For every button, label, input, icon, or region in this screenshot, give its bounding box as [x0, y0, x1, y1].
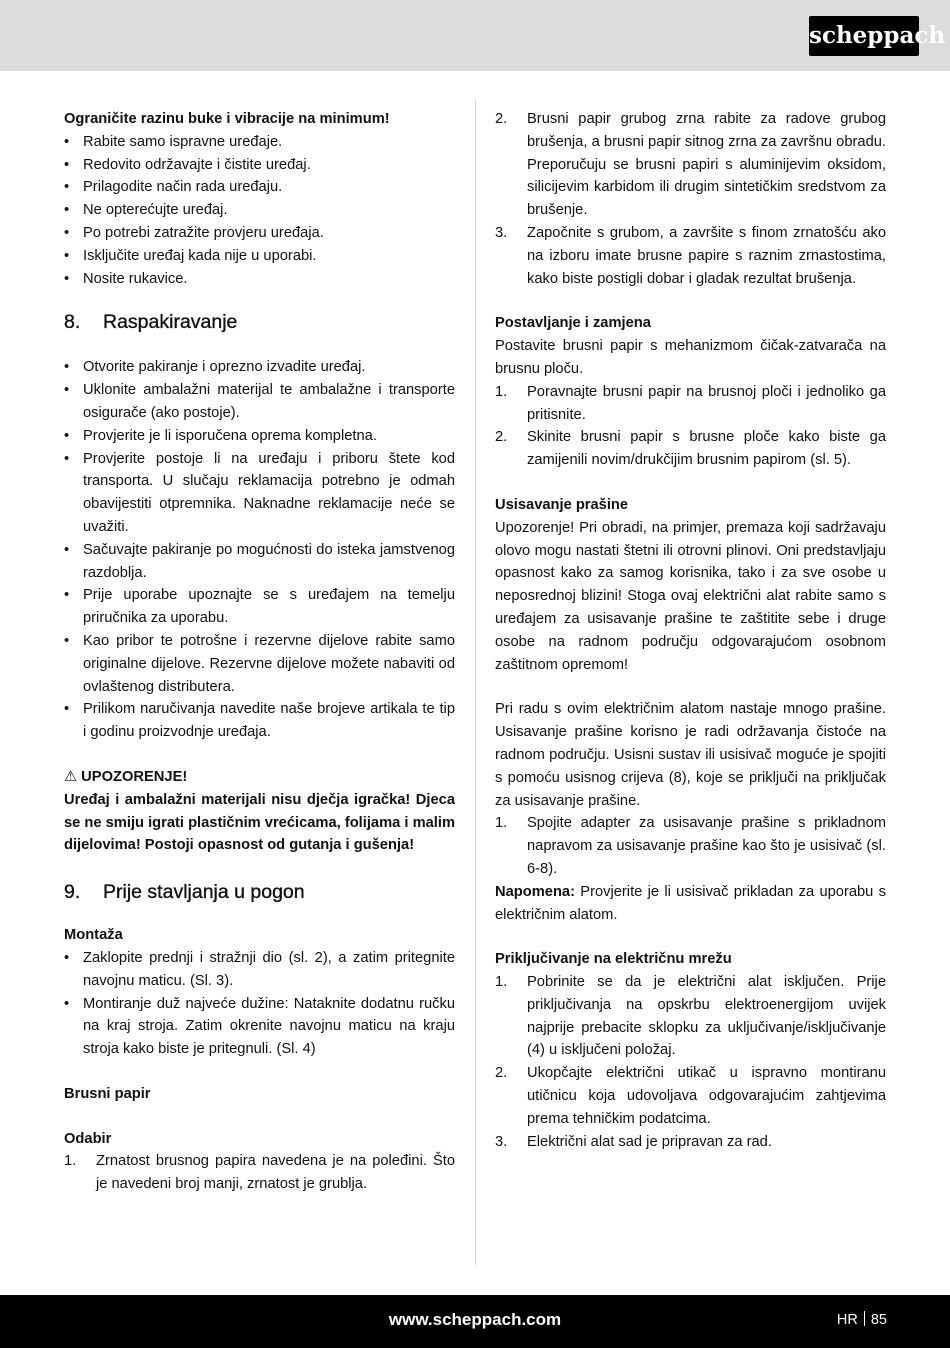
- item-text: Ukopčajte električni utikač u ispravno montiranu utičnicu koja udovoljava odgovarajućim zahtjevima prema tehničkim podatcima.: [527, 1065, 886, 1127]
- section-number: 8.: [64, 311, 81, 334]
- montaza-list: [64, 947, 455, 1061]
- napomena-note: [495, 881, 886, 927]
- page-indicator: [837, 1311, 887, 1328]
- section-number: 9.: [64, 881, 81, 904]
- brusni-papir-title: Brusni papir: [64, 1085, 151, 1102]
- page-number: 85: [870, 1312, 887, 1328]
- warning-text: Uređaj i ambalažni materijali nisu dječja igračka! Djeca se ne smiju igrati plastičnim vrećicama, folijama i malim dijelovima! Postoji opasnost od gutanja i gušenja!: [64, 791, 456, 854]
- napomena-text: Provjerite je li usisivač prikladan za uporabu s električnim alatom.: [495, 883, 886, 923]
- item-text: Započnite s grubom, a završite s finom zrnatošću ako na izboru imate brusne papire s raznim zrnastostima, kako biste postigli dobar i gladak rezultat brušenja.: [527, 224, 886, 287]
- item-number: 3.: [495, 1133, 508, 1150]
- section-title-text: Prije stavljanja u pogon: [103, 881, 305, 904]
- noise-list: [64, 131, 455, 291]
- section-8-heading: [64, 309, 455, 335]
- list-item: [495, 381, 886, 427]
- list-item: • Zaklopite prednji i stražnji dio (sl. 2), a zatim pritegnite navojnu maticu. (Sl. 3).: [64, 947, 455, 993]
- odabir-list-continued: [495, 108, 886, 290]
- website-link[interactable]: www.scheppach.com: [388, 1310, 562, 1329]
- list-item: [495, 971, 886, 1062]
- list-item: • Uklonite ambalažni materijal te ambalažne i transporte osigurače (ako postoje).: [64, 379, 455, 425]
- list-item: [495, 222, 886, 290]
- item-number: 1.: [64, 1153, 77, 1170]
- item-text: Brusni papir grubog zrna rabite za radove grubog brušenja, a brusni papir sitnog zrna za završnu obradu. Preporučuju se brusni papiri s aluminijevim oksidom, silicijevim karbidom ili drugim sintetičkim sredstvom za brušenje.: [527, 111, 886, 219]
- noise-title: Ograničite razinu buke i vibracije na minimum!: [64, 111, 390, 127]
- column-divider: [475, 100, 476, 1265]
- napomena-label: Napomena:: [495, 883, 575, 900]
- list-item: • Redovito održavajte i čistite uređaj.: [64, 154, 455, 177]
- usisavanje-paragraph-2: Pri radu s ovim električnim alatom nastaje mnogo prašine. Usisavanje prašine korisno je radi održavanja čistoće na radnom području. Usisni sustav ili usisivač moguće je spojiti s pomoću usisnog crijeva (8), koje se priključi na priključak za usisavanje prašine.: [495, 701, 886, 809]
- odabir-list: [64, 1150, 455, 1196]
- list-item: [495, 812, 886, 880]
- item-number: 1.: [495, 815, 508, 832]
- item-number: 1.: [495, 383, 508, 400]
- list-item: • Nosite rukavice.: [64, 268, 455, 291]
- item-number: 3.: [495, 224, 508, 241]
- item-number: 2.: [495, 1065, 508, 1082]
- usisavanje-title: Usisavanje prašine: [495, 496, 629, 513]
- language-code: HR: [836, 1312, 858, 1328]
- list-item: • Prije uporabe upoznajte se s uređajem na temelju priručnika za uporabu.: [64, 584, 455, 630]
- warning-heading: [64, 766, 455, 789]
- list-item: [64, 1150, 455, 1196]
- list-item: [495, 1062, 886, 1130]
- right-column: [495, 108, 886, 1153]
- list-item: • Provjerite je li isporučena oprema kompletna.: [64, 425, 455, 448]
- separator: [864, 1311, 865, 1326]
- list-item: • Otvorite pakiranje i oprezno izvadite uređaj.: [64, 356, 455, 379]
- item-text: Skinite brusni papir s brusne ploče kako biste ga zamijenili novim/drukčijim brusnim papirom (sl. 5).: [527, 429, 886, 469]
- warning-title: UPOZORENJE!: [81, 768, 188, 785]
- item-number: 2.: [495, 111, 508, 127]
- montaza-title: Montaža: [64, 927, 123, 944]
- list-item: [495, 108, 886, 222]
- left-column: [64, 108, 455, 1196]
- odabir-title: Odabir: [64, 1130, 112, 1147]
- item-number: 1.: [495, 974, 508, 991]
- mreza-list: [495, 971, 886, 1153]
- page-footer: [0, 1295, 950, 1348]
- item-number: 2.: [495, 429, 508, 446]
- usisavanje-paragraph-1: Upozorenje! Pri obradi, na primjer, premaza koji sadržavaju olovo mogu nastati štetni ili otrovni plinovi. Oni predstavljaju opasnost kako za samog korisnika, tako i za sve osobe u neposrednoj blizini! Stoga ovaj električni alat rabite samo s uređajem za usisavanje prašine te zaštitite sebe i druge osobe na radnom području odgovarajućom osobnom zaštitnom opremom!: [495, 519, 886, 673]
- postavljanje-list: [495, 381, 886, 472]
- list-item: • Sačuvajte pakiranje po mogućnosti do isteka jamstvenog razdoblja.: [64, 539, 455, 585]
- item-text: Pobrinite se da je električni alat isključen. Prije priključivanja na opskrbu elektroenergijom uvijek najprije prebacite sklopku za uključivanje/isključivanje (4) u isključeni položaj.: [527, 974, 886, 1059]
- mreza-title: Priključivanje na električnu mrežu: [495, 951, 732, 968]
- list-item: • Rabite samo ispravne uređaje.: [64, 131, 455, 154]
- item-text: Spojite adapter za usisavanje prašine s prikladnom napravom za usisavanje prašine kao što je usisivač (sl. 6-8).: [527, 815, 886, 877]
- list-item: • Montiranje duž najveće dužine: Nataknite dodatnu ručku na kraj stroja. Zatim okrenite navojnu maticu na kraju stroja kako biste je pritegnuli. (Sl. 4): [64, 993, 455, 1061]
- warning-triangle-icon: ⚠: [64, 768, 78, 785]
- section-9-heading: [64, 879, 455, 905]
- item-text: Električni alat sad je pripravan za rad.: [527, 1133, 772, 1150]
- list-item: [495, 1131, 886, 1154]
- section-title-text: Raspakiravanje: [103, 311, 238, 334]
- list-item: • Prilikom naručivanja navedite naše brojeve artikala te tip i godinu proizvodnje uređaja.: [64, 698, 455, 744]
- list-item: • Provjerite postoje li na uređaju i priboru štete kod transporta. U slučaju reklamacija potrebno je odmah obavijestiti otpremnika. Naknadne reklamacije neće se uvažiti.: [64, 448, 455, 539]
- list-item: • Isključite uređaj kada nije u uporabi.: [64, 245, 455, 268]
- page-header: [0, 0, 950, 71]
- postavljanje-title: Postavljanje i zamjena: [495, 315, 651, 332]
- usisavanje-list: [495, 812, 886, 880]
- postavljanje-intro: Postavite brusni papir s mehanizmom čičak-zatvarača na brusnu ploču.: [495, 338, 886, 377]
- list-item: [495, 426, 886, 472]
- brand-logo: scheppach: [809, 16, 919, 56]
- item-text: Poravnajte brusni papir na brusnoj ploči i jednoliko ga pritisnite.: [527, 383, 886, 423]
- list-item: • Kao pribor te potrošne i rezervne dijelove rabite samo originalne dijelove. Rezervne dijelove možete nabaviti od ovlaštenog distributera.: [64, 630, 455, 698]
- list-item: • Ne opterećujte uređaj.: [64, 199, 455, 222]
- unpacking-list: [64, 356, 455, 744]
- list-item: • Prilagodite način rada uređaju.: [64, 176, 455, 199]
- item-text: Zrnatost brusnog papira navedena je na poleđini. Što je navedeni broj manji, zrnatost je grublja.: [96, 1153, 455, 1193]
- list-item: • Po potrebi zatražite provjeru uređaja.: [64, 222, 455, 245]
